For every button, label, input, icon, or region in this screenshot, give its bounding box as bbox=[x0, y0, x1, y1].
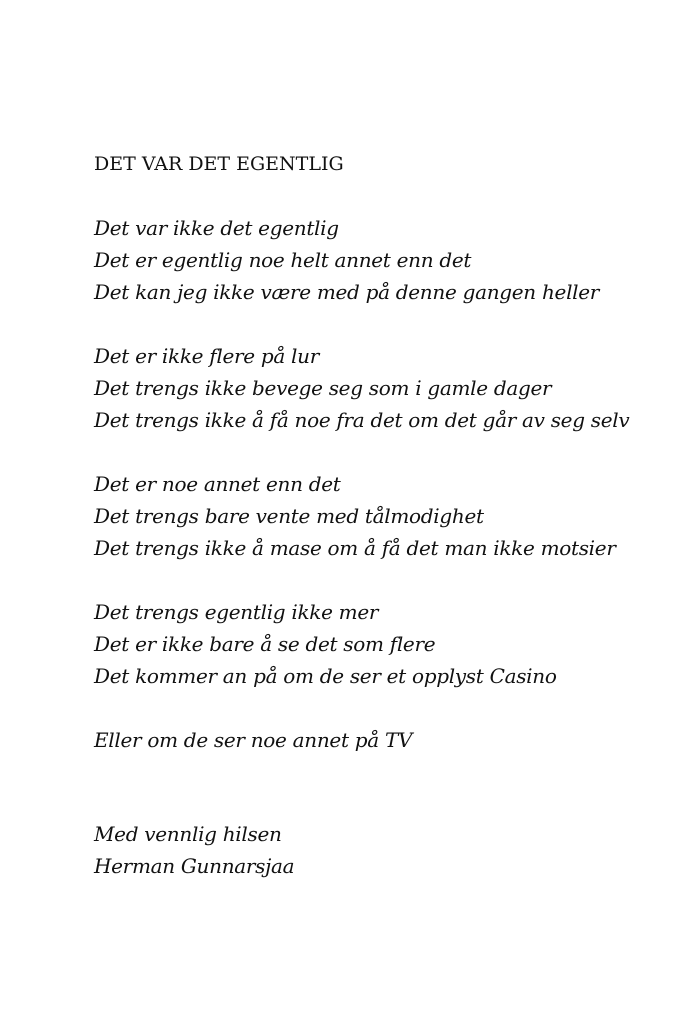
poem-line: Det kan jeg ikke være med på denne gangen heller bbox=[94, 280, 600, 304]
poem-line: Det er ikke flere på lur bbox=[94, 344, 319, 368]
stanza-gap bbox=[94, 692, 674, 724]
poem-line: Det var ikke det egentlig bbox=[94, 216, 339, 240]
poem-line: Det trengs ikke å få noe fra det om det går av seg selv bbox=[94, 408, 630, 432]
stanza-3 bbox=[94, 468, 674, 564]
poem-line: Det er ikke bare å se det som flere bbox=[94, 632, 436, 656]
stanza-5 bbox=[94, 724, 674, 756]
stanza-gap bbox=[94, 180, 674, 212]
poem-line: Det trengs bare vente med tålmodighet bbox=[94, 504, 484, 528]
poem-line: Det er noe annet enn det bbox=[94, 472, 341, 496]
poem-line: Det er egentlig noe helt annet enn det bbox=[94, 248, 472, 272]
poem-line: Det trengs egentlig ikke mer bbox=[94, 600, 379, 624]
signature bbox=[94, 818, 674, 882]
poem-line: Det trengs ikke bevege seg som i gamle dager bbox=[94, 376, 552, 400]
poem-line: Det kommer an på om de ser et opplyst Casino bbox=[94, 664, 557, 688]
signature-gap bbox=[94, 756, 674, 818]
poem-line: Det trengs ikke å mase om å få det man ikke motsier bbox=[94, 536, 616, 560]
stanza-2 bbox=[94, 340, 674, 436]
signature-greeting: Med vennlig hilsen bbox=[94, 822, 282, 846]
poem-title: DET VAR DET EGENTLIG bbox=[94, 153, 344, 175]
stanza-gap bbox=[94, 564, 674, 596]
stanza-1 bbox=[94, 212, 674, 308]
poem-text bbox=[94, 148, 674, 882]
stanza-gap bbox=[94, 436, 674, 468]
stanza-gap bbox=[94, 308, 674, 340]
signature-name: Herman Gunnarsjaa bbox=[94, 854, 295, 878]
poem-line: Eller om de ser noe annet på TV bbox=[94, 728, 413, 752]
stanza-4 bbox=[94, 596, 674, 692]
